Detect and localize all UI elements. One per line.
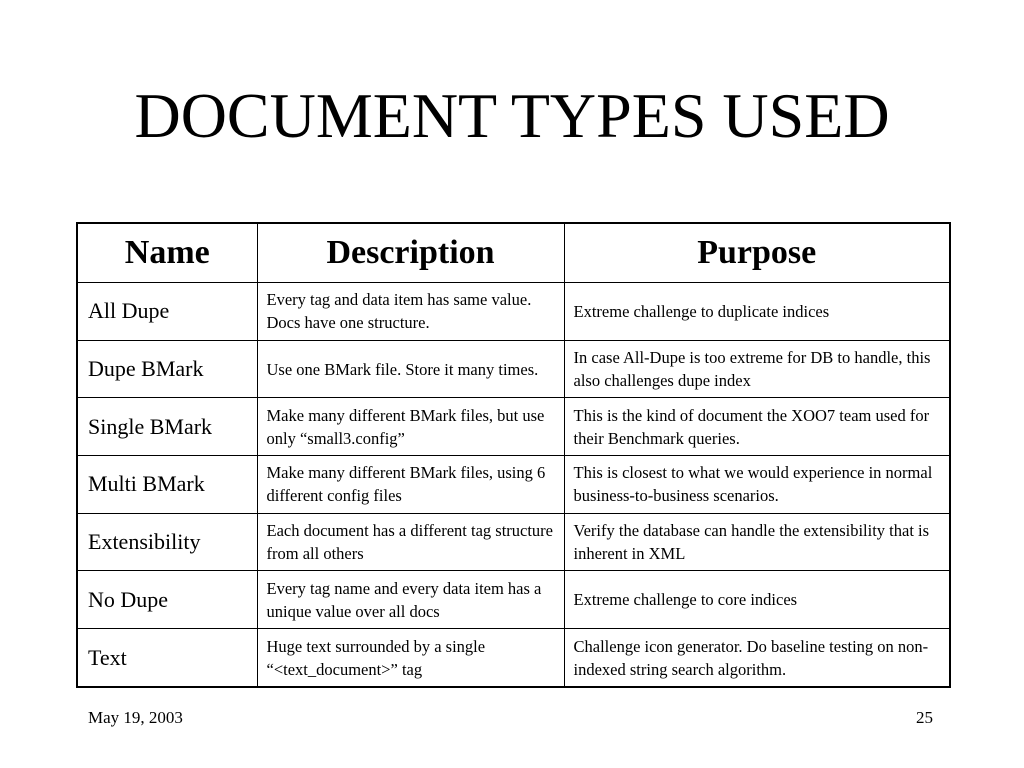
table-row (77, 571, 950, 629)
cell-name: No Dupe (77, 571, 257, 629)
cell-purpose: This is the kind of document the XOO7 team used for their Benchmark queries. (564, 398, 950, 456)
table-row (77, 629, 950, 687)
cell-description: Each document has a different tag structure from all others (257, 513, 564, 571)
table-header-row (77, 223, 950, 283)
cell-description: Every tag name and every data item has a unique value over all docs (257, 571, 564, 629)
header-name: Name (77, 223, 257, 283)
table-row (77, 283, 950, 341)
cell-description: Make many different BMark files, using 6 different config files (257, 456, 564, 514)
slide-title: DOCUMENT TYPES USED (134, 80, 890, 151)
cell-description: Every tag and data item has same value. Docs have one structure. (257, 283, 564, 341)
table-row (77, 456, 950, 514)
cell-description: Make many different BMark files, but use only “small3.config” (257, 398, 564, 456)
document-types-table (76, 222, 951, 688)
cell-purpose: Extreme challenge to core indices (564, 571, 950, 629)
cell-purpose: Extreme challenge to duplicate indices (564, 283, 950, 341)
cell-purpose: Challenge icon generator. Do baseline testing on non-indexed string search algorithm. (564, 629, 950, 687)
cell-name: Dupe BMark (77, 340, 257, 398)
cell-name: Single BMark (77, 398, 257, 456)
cell-name: Multi BMark (77, 456, 257, 514)
header-purpose: Purpose (564, 223, 950, 283)
footer-date: May 19, 2003 (88, 708, 183, 727)
cell-purpose: Verify the database can handle the extensibility that is inherent in XML (564, 513, 950, 571)
cell-description: Huge text surrounded by a single “<text_document>” tag (257, 629, 564, 687)
table-row (77, 398, 950, 456)
cell-name: Extensibility (77, 513, 257, 571)
page-number: 25 (916, 708, 933, 727)
cell-purpose: In case All-Dupe is too extreme for DB to handle, this also challenges dupe index (564, 340, 950, 398)
header-description: Description (257, 223, 564, 283)
cell-name: All Dupe (77, 283, 257, 341)
table-row (77, 340, 950, 398)
cell-name: Text (77, 629, 257, 687)
table-row (77, 513, 950, 571)
cell-purpose: This is closest to what we would experience in normal business-to-business scenarios. (564, 456, 950, 514)
cell-description: Use one BMark file. Store it many times. (257, 340, 564, 398)
